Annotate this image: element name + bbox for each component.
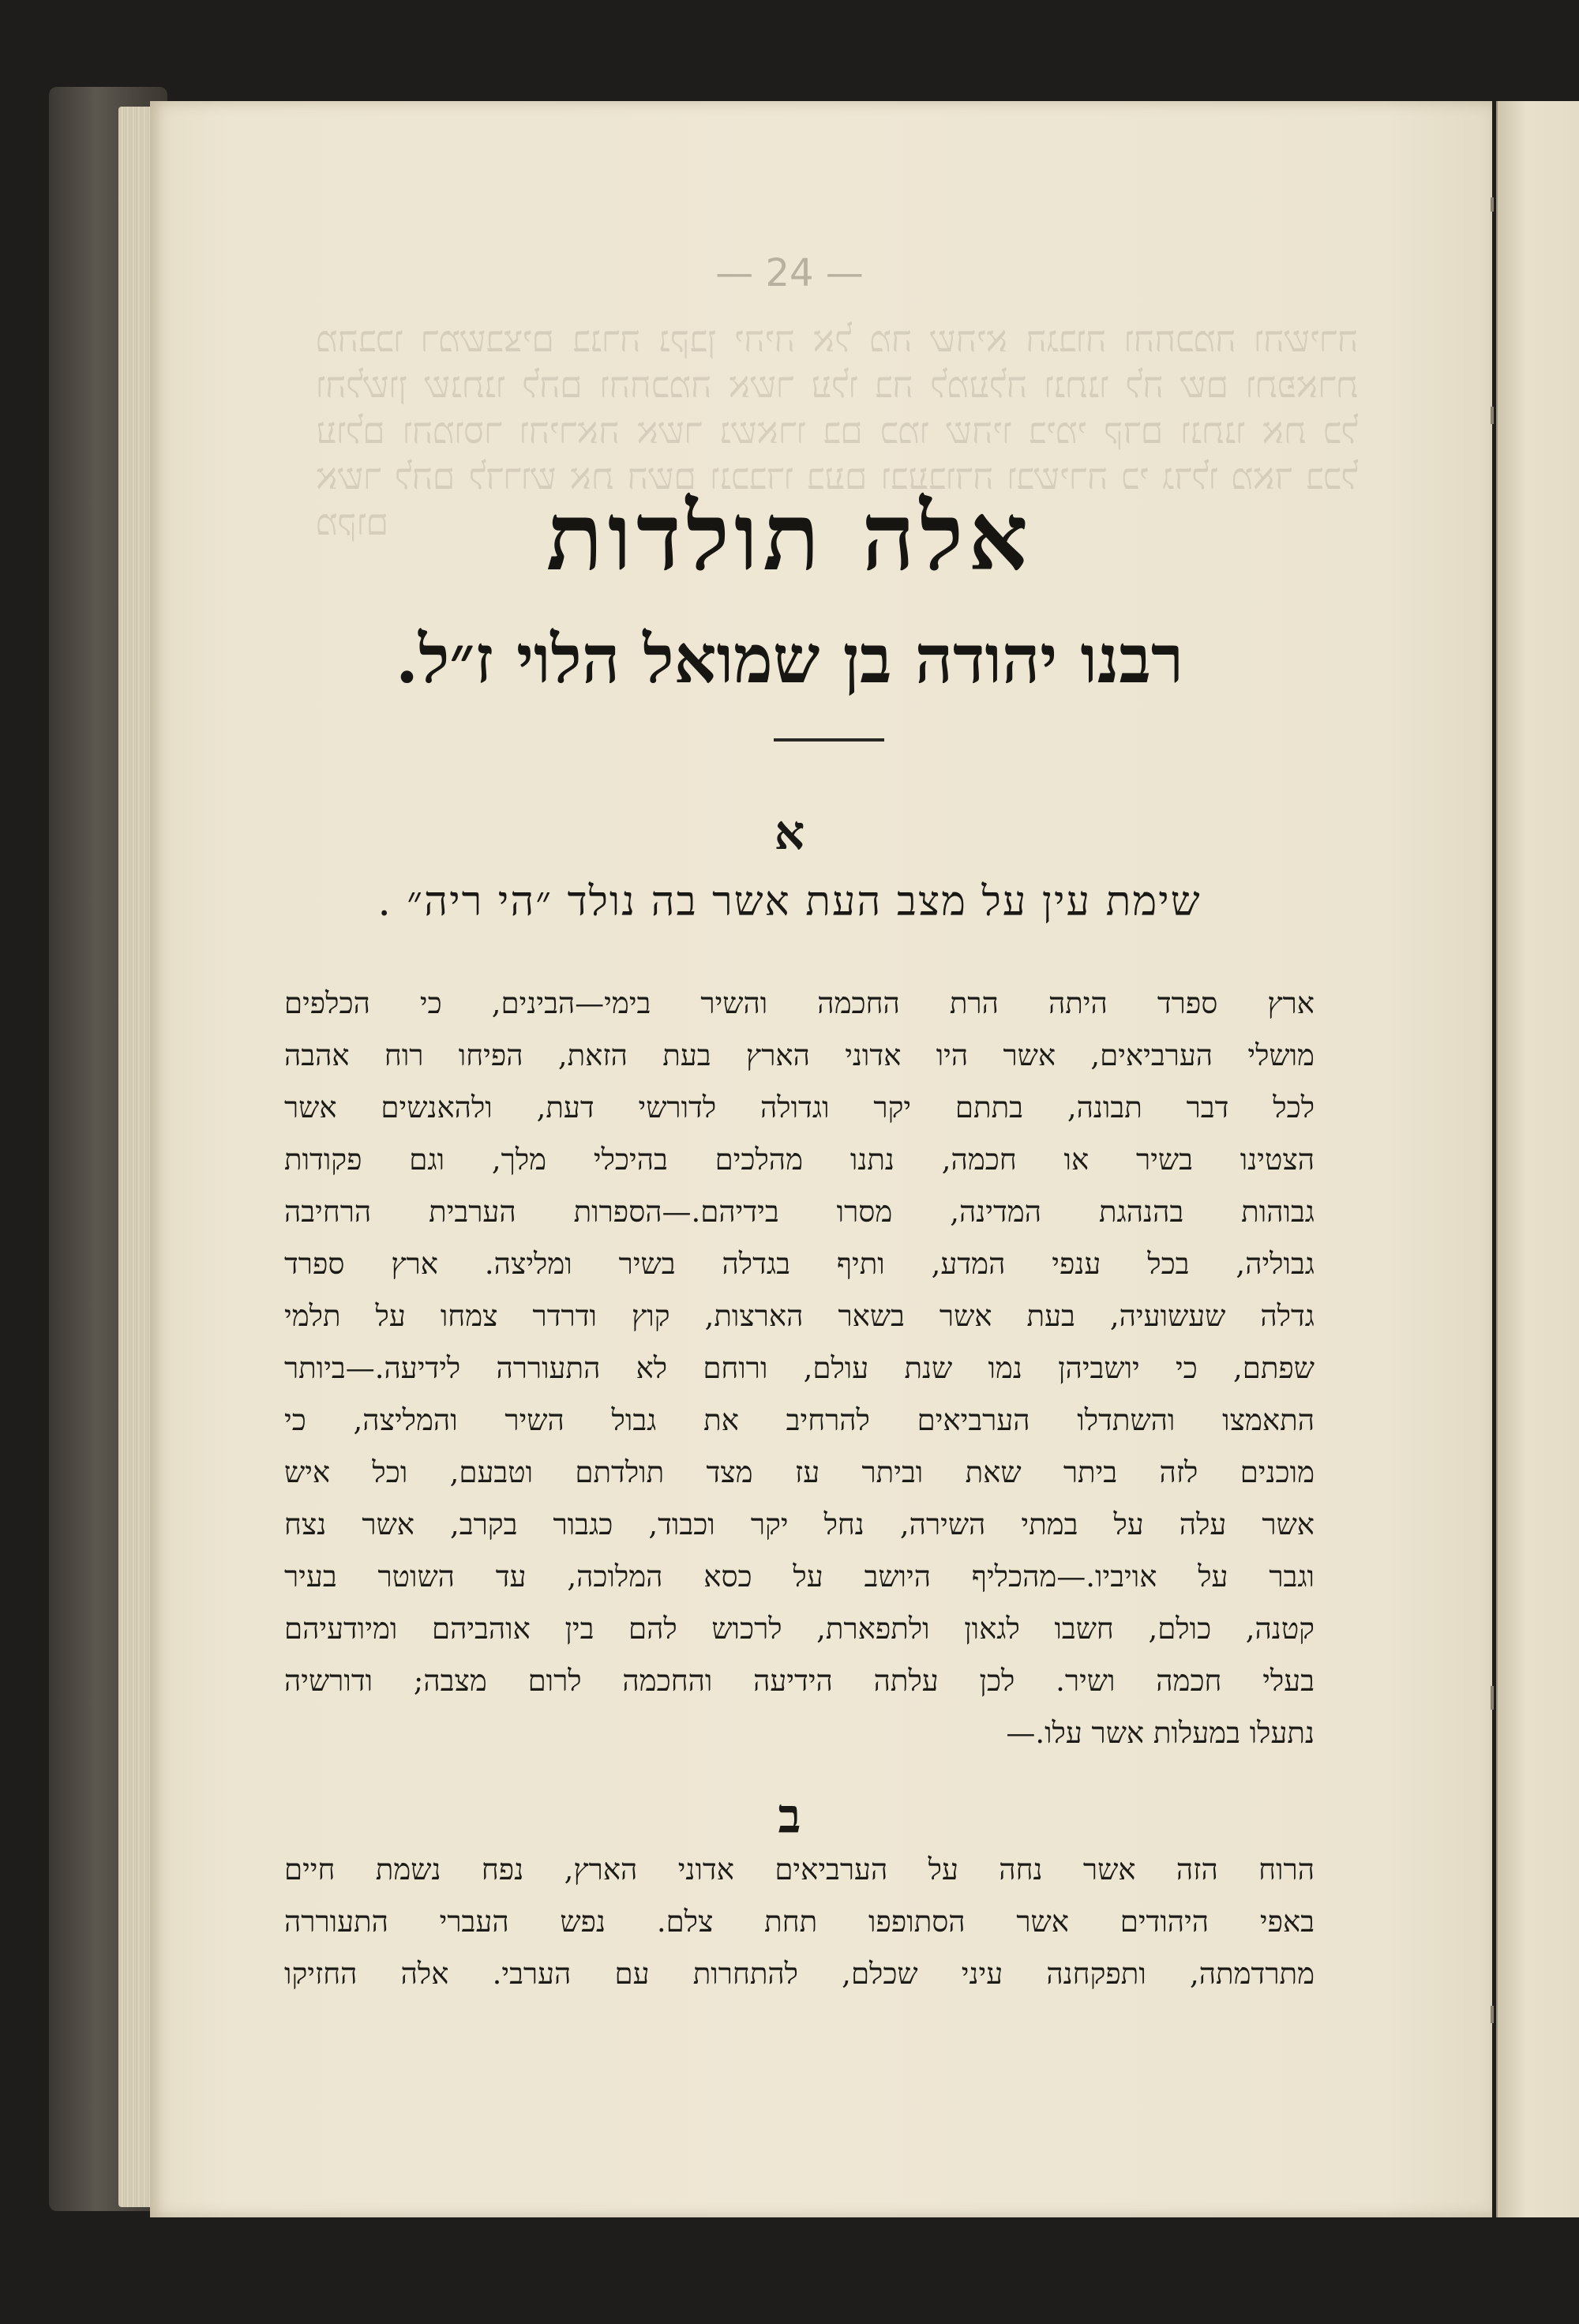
paragraph-line: גבוליה, בכל ענפי המדע, ותיף בגדלה בשיר ומליצה. ארץ ספרד: [284, 1247, 1315, 1281]
page-number: — 24 —: [715, 251, 864, 295]
paragraph-line: שפתם, כי יושביהן נמו שנת עולם, ורוחם לא התעוררה לידיעה.—ביותר: [284, 1351, 1315, 1385]
paragraph-line: אשר עלה על במתי השירה, נחל יקר וכבוד, כגבור בקרב, אשר נצח: [284, 1507, 1315, 1541]
binding-stitch: [1491, 2006, 1494, 2023]
paragraph-line: מתרדמתה, ותפקחנה עיני שכלם, להתחרות עם הערבי. אלה החזיקו: [284, 1957, 1315, 1991]
section-letter-b: ב: [778, 1789, 801, 1844]
paragraph-line: מוכנים לזה ביתר שאת וביתר עז מצד תולדתם וטבעם, וכל איש: [284, 1455, 1315, 1489]
paragraph-line: התאמצו והשתדלו הערביאים להרחיב את גבול השיר והמליצה, כי: [284, 1403, 1315, 1437]
paragraph-line: גבוהות בהנהגת המדינה, מסרו בידיהם.—הספרות הערבית הרחיבה: [284, 1195, 1315, 1229]
paragraph-line: גדלה שעשועיה, בעת אשר בשאר הארצות, קוץ ודרדר צמחו על תלמי: [284, 1299, 1315, 1333]
bleed-through-text: מהבכו רמשבצים בנרה נקבן יהיה אל מה שהיא הגבוה והחכמה והשירה והלשון שנתנו להם והחכמה אשר עלו בה למעלה ונתנו לה שם ותפארת עולם והמוסר והיראה אשר נשארו בם כמו שהיו בימי קדם ונתנו את כל אשר להם לדרוש את השם ונכבדו בעם ובעבודה ובשירה כי גדלו מאד בכל מקום: [316, 317, 1358, 543]
paragraph-line: בעלי חכמה ושיר. לכן עלתה הידיעה והחכמה לרום מצבה; ודורשיה: [284, 1664, 1315, 1698]
paragraph-line: לכל דבר תבונה, בתתם יקר וגדולה לדורשי דעת, ולהאנשים אשר: [284, 1091, 1315, 1124]
binding-stitch: [1491, 1686, 1494, 1710]
section-letter-a: א: [774, 805, 805, 861]
facing-page-edge: [1496, 101, 1579, 2217]
section-heading-a: שימת עין על מצב העת אשר בה נולד ״הי ריה״ .: [377, 878, 1202, 925]
binding-stitch: [1491, 407, 1494, 424]
paragraph-line: באפי היהודים אשר הסתופפו תחת צלם. נפש העברי התעוררה: [284, 1905, 1315, 1939]
paragraph-line: הרוח הזה אשר נחה על הערביאים אדוני הארץ, נפח נשמת חיים: [284, 1853, 1315, 1887]
title-divider: [774, 738, 884, 742]
page-title: אלה תולדות: [546, 482, 1033, 591]
binding-stitch: [1491, 197, 1494, 212]
paragraph-line: ארץ ספרד היתה הרת החכמה והשיר בימי—הבינים, כי הכלפים: [284, 986, 1315, 1020]
paragraph-line: הצטינו בשיר או חכמה, נתנו מהלכים בהיכלי מלך, וגם פקודות: [284, 1143, 1315, 1177]
paragraph-line: קטנה, כולם, חשבו לגאון ולתפארת, לרכוש להם בין אוהביהם ומיודעיהם: [284, 1612, 1315, 1646]
paragraph-line: וגבר על אויביו.—מהכליף היושב על כסא המלוכה, עד השוטר בעיר: [284, 1560, 1315, 1594]
section-b-paragraph: [284, 1844, 1315, 2000]
page-subtitle: רבנו יהודה בן שמואל הלוי ז״ל.: [395, 620, 1184, 698]
paragraph-line: מושלי הערביאים, אשר היו אדוני הארץ בעת הזאת, הפיחו רוח אהבה: [284, 1038, 1315, 1072]
paragraph-line: נתעלו במעלות אשר עלו.—: [1006, 1716, 1315, 1750]
section-a-paragraph: [284, 978, 1315, 1759]
